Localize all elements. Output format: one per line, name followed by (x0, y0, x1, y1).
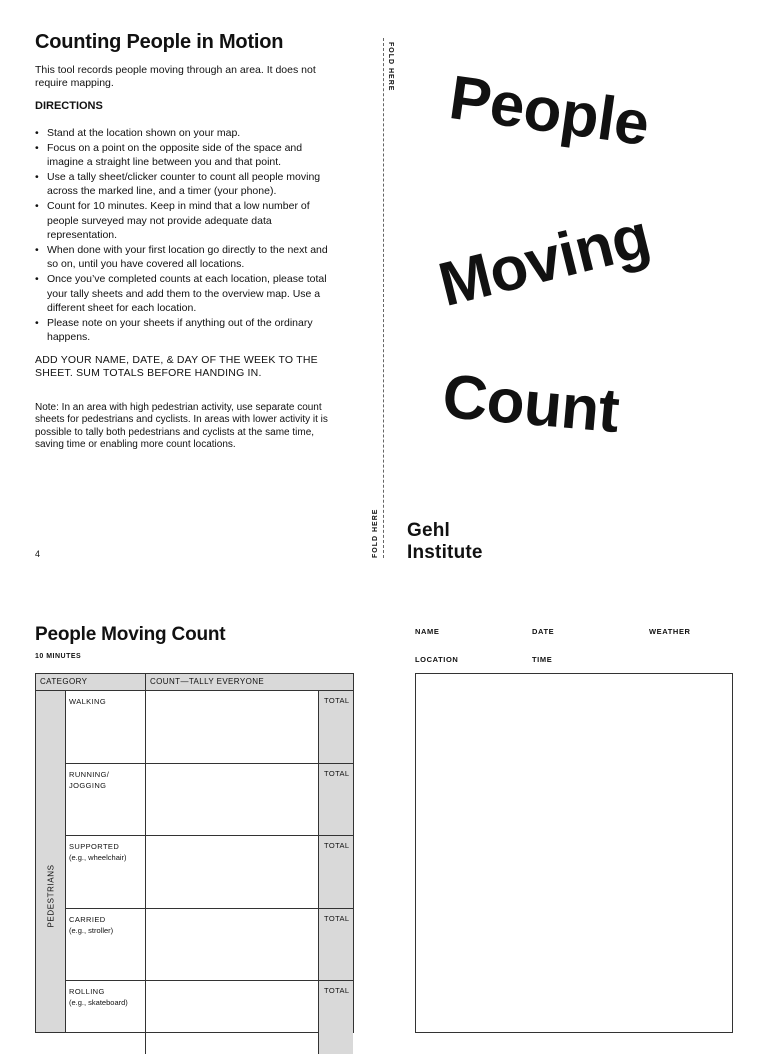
direction-item: • Please note on your sheets if anything out of the ordinary happens. (35, 316, 333, 345)
total-label: TOTAL (324, 696, 350, 705)
fold-label-bottom: FOLD HERE (372, 508, 379, 558)
total-label: TOTAL (324, 913, 350, 923)
total-label: TOTAL (324, 841, 350, 850)
fold-label-top: FOLD HERE (387, 42, 394, 92)
page-number: 4 (35, 549, 41, 559)
total-label: TOTAL (324, 986, 350, 995)
header-divider (145, 674, 146, 691)
category-label: ROLLING (69, 987, 105, 996)
category-supported (69, 841, 127, 863)
reminder-text: ADD YOUR NAME, DATE, & DAY OF THE WEEK TO THE SHEET. SUM TOTALS BEFORE HANDING IN. (35, 354, 318, 379)
directions-heading: DIRECTIONS (35, 100, 103, 112)
category-label: WALKING (69, 697, 107, 706)
form-title: People Moving Count (35, 624, 226, 645)
note-text: Note: In an area with high pedestrian activity, use separate count sheets for pedestrians and cyclists. In areas with lower activity it is possible to tally both pedestrians and cyclists at the same time, saving time or enabling more count locations. (35, 402, 328, 450)
category-example: (e.g., stroller) (69, 925, 114, 935)
field-time-label: TIME (532, 655, 553, 664)
direction-item: • Stand at the location shown on your map. (35, 126, 333, 141)
table-row (65, 909, 353, 982)
logo-line-1: Gehl (407, 520, 451, 541)
form-subtitle: 10 MINUTES (35, 653, 82, 660)
header-count: COUNT—TALLY EVERYONE (150, 677, 265, 686)
category-example: (e.g., wheelchair) (69, 853, 127, 862)
header-category: CATEGORY (40, 677, 88, 686)
count-cell[interactable] (145, 691, 146, 763)
total-cell[interactable] (318, 764, 353, 836)
gehl-logo (407, 520, 483, 564)
direction-item: • Count for 10 minutes. Keep in mind that a low number of people surveyed may not provide adequate data representation. (35, 199, 333, 243)
category-label: CARRIED (69, 914, 106, 924)
cover-word-people: People (445, 62, 654, 160)
category-walking (69, 696, 106, 707)
logo-line-2: Institute (407, 542, 483, 563)
fold-line (383, 38, 384, 558)
pedestrians-column (36, 691, 66, 1032)
total-cell[interactable] (318, 691, 353, 763)
instructions-title: Counting People in Motion (35, 31, 284, 53)
direction-item: • Focus on a point on the opposite side of the space and imagine a straight line between you and that point. (35, 141, 333, 170)
table-row (65, 764, 353, 837)
direction-item: • Use a tally sheet/clicker counter to count all people moving across the marked line, and a timer (your phone). (35, 170, 333, 199)
cover-word-moving: Moving (432, 201, 657, 320)
category-example: (e.g., skateboard) (69, 998, 128, 1007)
field-location-label: LOCATION (415, 655, 459, 664)
category-running (69, 769, 109, 791)
table-row (65, 691, 353, 764)
field-weather-label: WEATHER (649, 627, 691, 636)
table-row (65, 836, 353, 909)
instructions-intro: This tool records people moving through an area. It does not require mapping. (35, 64, 316, 89)
cover-word-count: Count (439, 361, 622, 447)
direction-item: • When done with your first location go directly to the next and so on, until you have covered all locations. (35, 243, 333, 272)
field-date-label: DATE (532, 627, 555, 636)
total-label: TOTAL (324, 768, 350, 778)
pedestrians-label: PEDESTRIANS (46, 864, 56, 928)
count-cell[interactable] (145, 909, 146, 981)
category-carried (69, 914, 113, 936)
directions-list (35, 126, 333, 345)
category-label: RUNNING/ (69, 769, 110, 779)
total-cell[interactable] (318, 981, 353, 1054)
count-cell[interactable] (145, 836, 146, 908)
direction-item: • Once you’ve completed counts at each location, please total your tally sheets and add them to the overview map. Use a different sheet for each location. (35, 272, 333, 316)
count-table (35, 673, 354, 1033)
category-label: SUPPORTED (69, 842, 120, 851)
count-cell[interactable] (145, 764, 146, 836)
table-row (65, 981, 353, 1054)
total-cell[interactable] (318, 909, 353, 981)
map-sketch-box[interactable] (415, 673, 733, 1033)
field-name-label: NAME (415, 627, 440, 636)
table-header (36, 674, 353, 691)
count-cell[interactable] (145, 981, 146, 1054)
category-rolling (69, 986, 128, 1008)
category-label-line2: JOGGING (69, 780, 107, 790)
total-cell[interactable] (318, 836, 353, 908)
